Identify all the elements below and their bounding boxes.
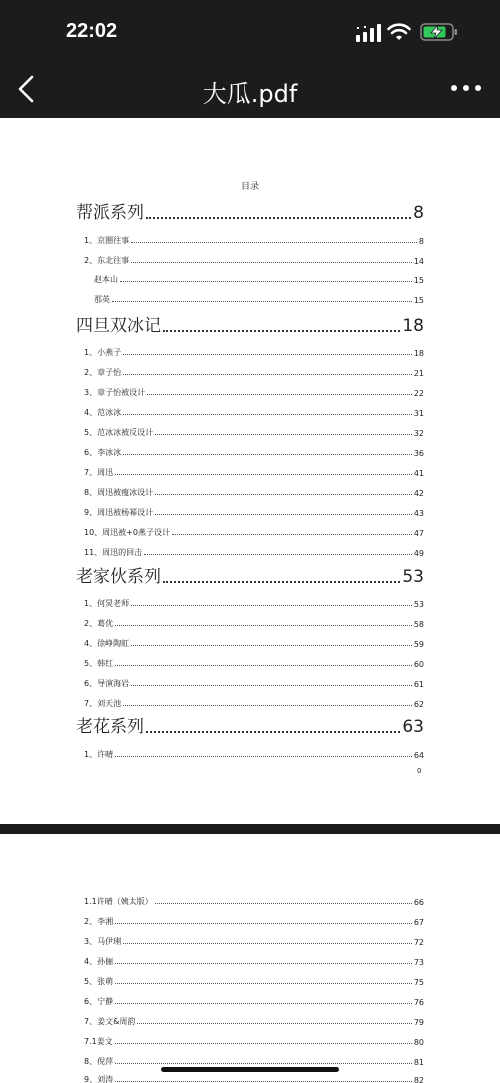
toc-entry-page: 67: [413, 918, 424, 927]
toc-entry[interactable]: [84, 695, 424, 709]
toc-leader-dots: [115, 756, 412, 757]
toc-entry-page: 18: [402, 316, 424, 336]
toc-entry-label: 3、马伊琍: [84, 937, 122, 946]
toc-entry-label: 7、刘天池: [84, 699, 122, 708]
toc-entry[interactable]: [84, 746, 424, 760]
toc-entry[interactable]: [84, 933, 424, 947]
toc-entry-page: 15: [413, 276, 424, 285]
toc-section-heading[interactable]: [76, 563, 424, 587]
toc-entry[interactable]: [84, 615, 424, 629]
toc-entry-label: 8、周迅被瘦冰设计: [84, 488, 154, 497]
toc-leader-dots: [115, 474, 412, 475]
pdf-page-1[interactable]: [0, 118, 500, 824]
toc-entry[interactable]: [84, 655, 424, 669]
toc-leader-dots: [115, 1003, 412, 1004]
toc-entry[interactable]: [84, 504, 424, 518]
toc-entry-label: 5、韩红: [84, 659, 114, 668]
toc-entry[interactable]: [84, 1053, 424, 1067]
toc-leader-dots: [131, 685, 412, 686]
document-title: 大瓜.pdf: [202, 80, 298, 108]
toc-entry-page: 62: [413, 700, 424, 709]
toc-leader-dots: [163, 330, 400, 332]
toc-leader-dots: [115, 1063, 412, 1064]
toc-entry-label: 1、小燕子: [84, 348, 122, 357]
more-options-icon[interactable]: [448, 78, 484, 98]
toc-entry[interactable]: [84, 1071, 424, 1083]
toc-entry-page: 47: [413, 529, 424, 538]
toc-entry-page: 75: [413, 978, 424, 987]
toc-section-heading[interactable]: [76, 713, 424, 737]
toc-entry-page: 59: [413, 640, 424, 649]
toc-leader-dots: [115, 1043, 412, 1044]
toc-entry-label: 6、宁静: [84, 997, 114, 1006]
toc-entry-label: 7、姜文&周韵: [84, 1017, 136, 1026]
toc-entry-label: 4、孙俪: [84, 957, 114, 966]
toc-entry-label: 8、倪萍: [84, 1057, 114, 1066]
toc-leader-dots: [115, 983, 412, 984]
toc-entry-label: 1、京圈往事: [84, 236, 130, 245]
toc-entry-page: 41: [413, 469, 424, 478]
toc-leader-dots: [155, 514, 412, 515]
battery-charging-icon: [420, 22, 458, 42]
toc-entry[interactable]: [84, 464, 424, 478]
toc-entry[interactable]: [84, 444, 424, 458]
toc-entry-page: 61: [413, 680, 424, 689]
toc-entry[interactable]: [94, 271, 424, 285]
toc-leader-dots: [115, 1081, 412, 1082]
toc-entry[interactable]: [84, 1033, 424, 1047]
toc-entry-label: 那英: [94, 295, 110, 304]
toc-leader-dots: [115, 963, 412, 964]
toc-entry-page: 21: [413, 369, 424, 378]
toc-entry-page: 15: [413, 296, 424, 305]
toc-entry-page: 64: [413, 751, 424, 760]
toc-entry-page: 58: [413, 620, 424, 629]
toc-entry[interactable]: [84, 595, 424, 609]
wifi-icon: [387, 22, 411, 42]
toc-section-heading[interactable]: [76, 312, 424, 336]
toc-entry-label: 1、许晴: [84, 750, 114, 759]
toc-entry[interactable]: [84, 1013, 424, 1027]
toc-leader-dots: [112, 301, 412, 302]
page-separator: [0, 824, 500, 834]
toc-entry[interactable]: [84, 953, 424, 967]
toc-entry[interactable]: [84, 675, 424, 689]
toc-entry-page: 14: [413, 257, 424, 266]
toc-entry-page: 22: [413, 389, 424, 398]
toc-leader-dots: [123, 354, 412, 355]
toc-heading: 目录: [240, 182, 259, 192]
toc-entry-page: 53: [402, 567, 424, 587]
toc-leader-dots: [155, 434, 412, 435]
toc-entry-page: 18: [413, 349, 424, 358]
toc-entry-page: 31: [413, 409, 424, 418]
toc-leader-dots: [123, 705, 412, 706]
toc-entry[interactable]: [94, 291, 424, 305]
toc-entry[interactable]: [84, 973, 424, 987]
toc-entry-label: 9、周迅被杨幂设计: [84, 508, 154, 517]
toc-leader-dots: [172, 534, 412, 535]
toc-entry-label: 5、范冰冰被反设计: [84, 428, 154, 437]
toc-leader-dots: [123, 454, 412, 455]
toc-entry-label: 6、李冰冰: [84, 448, 122, 457]
toc-entry-label: 老花系列: [76, 717, 144, 737]
page-footer-number: 0: [417, 767, 422, 775]
toc-leader-dots: [137, 1023, 411, 1024]
status-time: 22:02: [66, 20, 118, 42]
toc-entry-label: 6、导演海岩: [84, 679, 130, 688]
toc-entry-label: 2、李湘: [84, 917, 114, 926]
toc-entry[interactable]: [84, 893, 424, 907]
toc-entry-label: 2、葛优: [84, 619, 114, 628]
toc-entry[interactable]: [84, 544, 424, 558]
toc-leader-dots: [155, 494, 412, 495]
toc-leader-dots: [123, 414, 412, 415]
toc-entry-page: 66: [413, 898, 424, 907]
toc-leader-dots: [146, 217, 411, 219]
toc-entry-label: 4、范冰冰: [84, 408, 122, 417]
toc-entry-page: 81: [413, 1058, 424, 1067]
toc-entry-page: 73: [413, 958, 424, 967]
toc-entry-page: 42: [413, 489, 424, 498]
toc-leader-dots: [120, 281, 412, 282]
toc-entry[interactable]: [84, 344, 424, 358]
toc-leader-dots: [123, 943, 412, 944]
toc-entry[interactable]: [84, 993, 424, 1007]
toc-entry[interactable]: [84, 384, 424, 398]
toc-leader-dots: [131, 645, 412, 646]
toc-entry-page: 49: [413, 549, 424, 558]
toc-entry-label: 1.1许晴（姨太版）: [84, 897, 153, 906]
toc-leader-dots: [115, 665, 412, 666]
toc-entry-page: 63: [402, 717, 424, 737]
toc-section-heading[interactable]: [76, 199, 424, 223]
toc-entry[interactable]: [84, 524, 424, 538]
toc-entry-label: 1、何炅老师: [84, 599, 130, 608]
toc-entry-page: 80: [413, 1038, 424, 1047]
toc-leader-dots: [131, 605, 412, 606]
toc-entry-label: 10、周迅被+0燕子设计: [84, 528, 170, 537]
toc-leader-dots: [131, 262, 412, 263]
toc-entry-label: 帮派系列: [76, 203, 144, 223]
toc-entry-label: 7、周迅: [84, 468, 114, 477]
toc-leader-dots: [123, 374, 412, 375]
toc-entry-label: 4、徐峥陶虹: [84, 639, 130, 648]
toc-entry[interactable]: [84, 913, 424, 927]
toc-entry-label: 5、张萌: [84, 977, 114, 986]
toc-entry-page: 76: [413, 998, 424, 1007]
toc-entry[interactable]: [84, 252, 424, 266]
toc-leader-dots: [155, 903, 412, 904]
toc-leader-dots: [147, 394, 412, 395]
toc-leader-dots: [144, 554, 412, 555]
status-bar: [0, 0, 500, 60]
toc-entry-label: 9、刘涛: [84, 1075, 114, 1083]
toc-leader-dots: [115, 923, 412, 924]
toc-entry-page: 79: [413, 1018, 424, 1027]
toc-leader-dots: [115, 625, 412, 626]
toc-entry-page: 8: [413, 203, 424, 223]
toc-entry[interactable]: [84, 232, 424, 246]
toc-entry-page: 8: [418, 237, 424, 246]
toc-entry-page: 43: [413, 509, 424, 518]
toc-entry-page: 60: [413, 660, 424, 669]
toc-leader-dots: [163, 581, 400, 583]
toc-entry[interactable]: [84, 635, 424, 649]
toc-entry-label: 四旦双冰记: [76, 316, 161, 336]
toc-entry-page: 82: [413, 1076, 424, 1083]
cellular-signal-icon: [356, 24, 382, 42]
toc-entry-label: 赵本山: [94, 275, 118, 284]
toc-entry-label: 老家伙系列: [76, 567, 161, 587]
toc-entry-page: 32: [413, 429, 424, 438]
toc-entry-page: 72: [413, 938, 424, 947]
toc-entry[interactable]: [84, 404, 424, 418]
toc-entry-page: 53: [413, 600, 424, 609]
toc-entry[interactable]: [84, 364, 424, 378]
toc-entry-label: 11、周迅的回击: [84, 548, 143, 557]
home-indicator[interactable]: [161, 1067, 339, 1072]
toc-entry-label: 3、章子怡被设计: [84, 388, 146, 397]
pdf-page-2[interactable]: [0, 834, 500, 1083]
toc-leader-dots: [131, 242, 417, 243]
toc-entry-label: 2、东北往事: [84, 256, 130, 265]
toc-entry[interactable]: [84, 424, 424, 438]
toc-leader-dots: [146, 731, 400, 733]
toc-entry-label: 7.1姜文: [84, 1037, 113, 1046]
toc-entry-page: 36: [413, 449, 424, 458]
toc-entry-label: 2、章子怡: [84, 368, 122, 377]
navigation-bar: [0, 60, 500, 118]
toc-entry[interactable]: [84, 484, 424, 498]
